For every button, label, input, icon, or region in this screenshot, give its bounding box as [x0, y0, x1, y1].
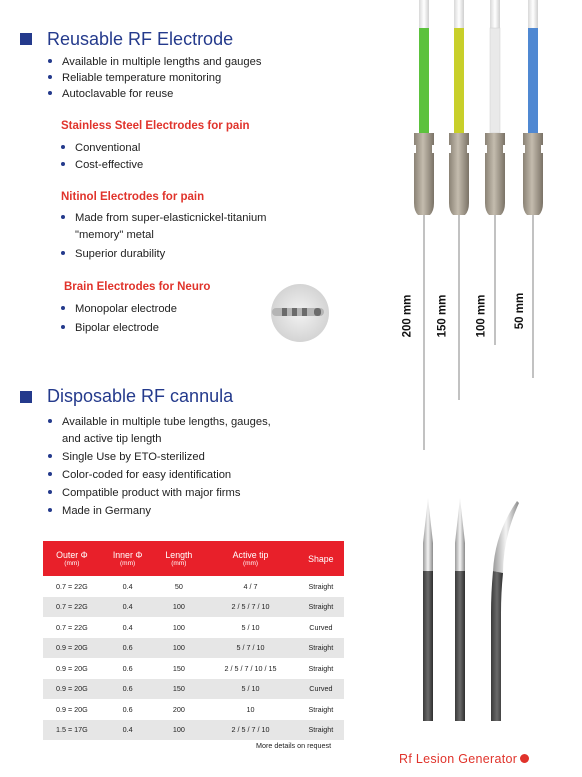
- table-cell: Curved: [309, 622, 333, 632]
- table-row: [43, 576, 344, 597]
- column-header: Shape: [298, 541, 344, 576]
- column-header: Inner Φ (mm): [101, 541, 155, 576]
- table-cell: 100: [154, 597, 203, 618]
- bullet-icon: [48, 419, 52, 423]
- list-item: Superior durability: [61, 246, 165, 263]
- table-cell: 5 / 7 / 10: [203, 638, 297, 659]
- list-item: Cost-effective: [61, 157, 143, 174]
- table-cell: 0.6: [101, 679, 155, 700]
- table-cell: 150: [172, 663, 185, 673]
- table-cell: Straight: [308, 663, 334, 673]
- table-cell: Straight: [298, 638, 344, 659]
- table-cell: 0.7 = 22G: [55, 622, 88, 632]
- list-item-continued: and active tip length: [62, 433, 162, 445]
- table-cell: Straight: [308, 704, 334, 714]
- list-item: Bipolar electrode: [61, 320, 159, 337]
- table-cell: 0.7 = 22G: [43, 597, 101, 618]
- bullet-icon: [48, 91, 52, 95]
- table-cell: 2 / 5 / 7 / 10 / 15: [224, 663, 277, 673]
- table-cell: 1.5 = 17G: [43, 720, 101, 741]
- list-item: Available in multiple tube lengths, gauges,: [48, 414, 271, 431]
- table-cell: 5 / 10: [203, 679, 297, 700]
- list-item: Made in Germany: [48, 503, 151, 520]
- table-row: [43, 699, 344, 720]
- bullet-icon: [61, 162, 65, 166]
- table-cell: 0.4: [122, 581, 133, 591]
- table-cell: Straight: [308, 581, 334, 591]
- bullet-icon: [48, 75, 52, 79]
- table-cell: 0.6: [122, 704, 133, 714]
- length-label-200: 200 mm: [401, 294, 414, 338]
- cannula-image: [405, 493, 555, 728]
- list-item-continued: "memory" metal: [75, 229, 154, 241]
- table-cell: 0.7 = 22G: [55, 581, 88, 591]
- table-cell: 5 / 10: [241, 622, 260, 632]
- table-cell: 0.4: [122, 622, 133, 632]
- table-header-row: [43, 541, 344, 576]
- column-header: Active tip (mm): [203, 541, 297, 576]
- subheading-stainless: Stainless Steel Electrodes for pain: [61, 120, 250, 132]
- electrodes-image: [395, 0, 565, 460]
- subheading-nitinol: Nitinol Electrodes for pain: [61, 191, 205, 203]
- section-heading-disposable: Disposable RF cannula: [47, 386, 234, 406]
- table-cell: 2 / 5 / 7 / 10: [203, 720, 297, 741]
- bullet-icon: [61, 215, 65, 219]
- table-cell: 200: [172, 704, 185, 714]
- table-cell: Straight: [298, 720, 344, 741]
- table-row: [43, 597, 344, 618]
- table-cell: 0.9 = 20G: [55, 704, 88, 714]
- table-cell: 0.6: [101, 638, 155, 659]
- table-cell: 0.4: [101, 720, 155, 741]
- list-item: Single Use by ETO-sterilized: [48, 449, 205, 466]
- table-cell: 150: [154, 679, 203, 700]
- length-label-50: 50 mm: [514, 292, 527, 330]
- footnote: More details on request: [256, 741, 332, 750]
- table-cell: 0.4: [101, 597, 155, 618]
- bullet-icon: [48, 508, 52, 512]
- section-marker-icon: [20, 33, 32, 45]
- length-label-150: 150 mm: [436, 294, 449, 338]
- bullet-icon: [61, 145, 65, 149]
- table-row: [43, 638, 344, 659]
- table-row: [43, 617, 344, 638]
- table-row: [43, 658, 344, 679]
- table-cell: 10: [246, 704, 255, 714]
- list-item: Compatible product with major firms: [48, 485, 240, 502]
- subheading-brain: Brain Electrodes for Neuro: [64, 281, 211, 293]
- bullet-icon: [48, 490, 52, 494]
- list-item: Made from super-elasticnickel-titanium: [61, 210, 267, 227]
- table-cell: 100: [154, 720, 203, 741]
- list-item: Color-coded for easy identification: [48, 467, 231, 484]
- table-cell: 100: [154, 638, 203, 659]
- table-row: [43, 679, 344, 700]
- brand-dot-icon: [520, 754, 529, 763]
- bullet-icon: [61, 251, 65, 255]
- section-marker-icon: [20, 391, 32, 403]
- table-cell: 100: [172, 622, 185, 632]
- bullet-icon: [48, 59, 52, 63]
- table-cell: 0.9 = 20G: [43, 638, 101, 659]
- table-cell: 0.6: [122, 663, 133, 673]
- table-cell: 2 / 5 / 7 / 10: [203, 597, 297, 618]
- bullet-icon: [48, 472, 52, 476]
- list-item: Autoclavable for reuse: [48, 86, 173, 103]
- table-cell: 0.9 = 20G: [55, 663, 88, 673]
- list-item: Conventional: [61, 140, 140, 157]
- brain-electrode-tip-image: [270, 283, 330, 343]
- table-cell: Straight: [298, 597, 344, 618]
- brand-footer: Rf Lesion Generator: [399, 752, 529, 766]
- list-item: Available in multiple lengths and gauges: [48, 54, 261, 71]
- list-item: Monopolar electrode: [61, 301, 177, 318]
- bullet-icon: [61, 306, 65, 310]
- column-header: Length (mm): [154, 541, 203, 576]
- table-cell: 4 / 7: [243, 581, 258, 591]
- column-header: Outer Φ (mm): [43, 541, 101, 576]
- length-label-100: 100 mm: [475, 294, 488, 338]
- table-cell: 0.9 = 20G: [43, 679, 101, 700]
- table-cell: Curved: [298, 679, 344, 700]
- section-heading-reusable: Reusable RF Electrode: [47, 29, 234, 49]
- bullet-icon: [48, 454, 52, 458]
- table-row: [43, 720, 344, 741]
- bullet-icon: [61, 325, 65, 329]
- table-cell: 50: [174, 581, 183, 591]
- list-item: Reliable temperature monitoring: [48, 70, 221, 87]
- cannula-spec-table: [43, 541, 344, 740]
